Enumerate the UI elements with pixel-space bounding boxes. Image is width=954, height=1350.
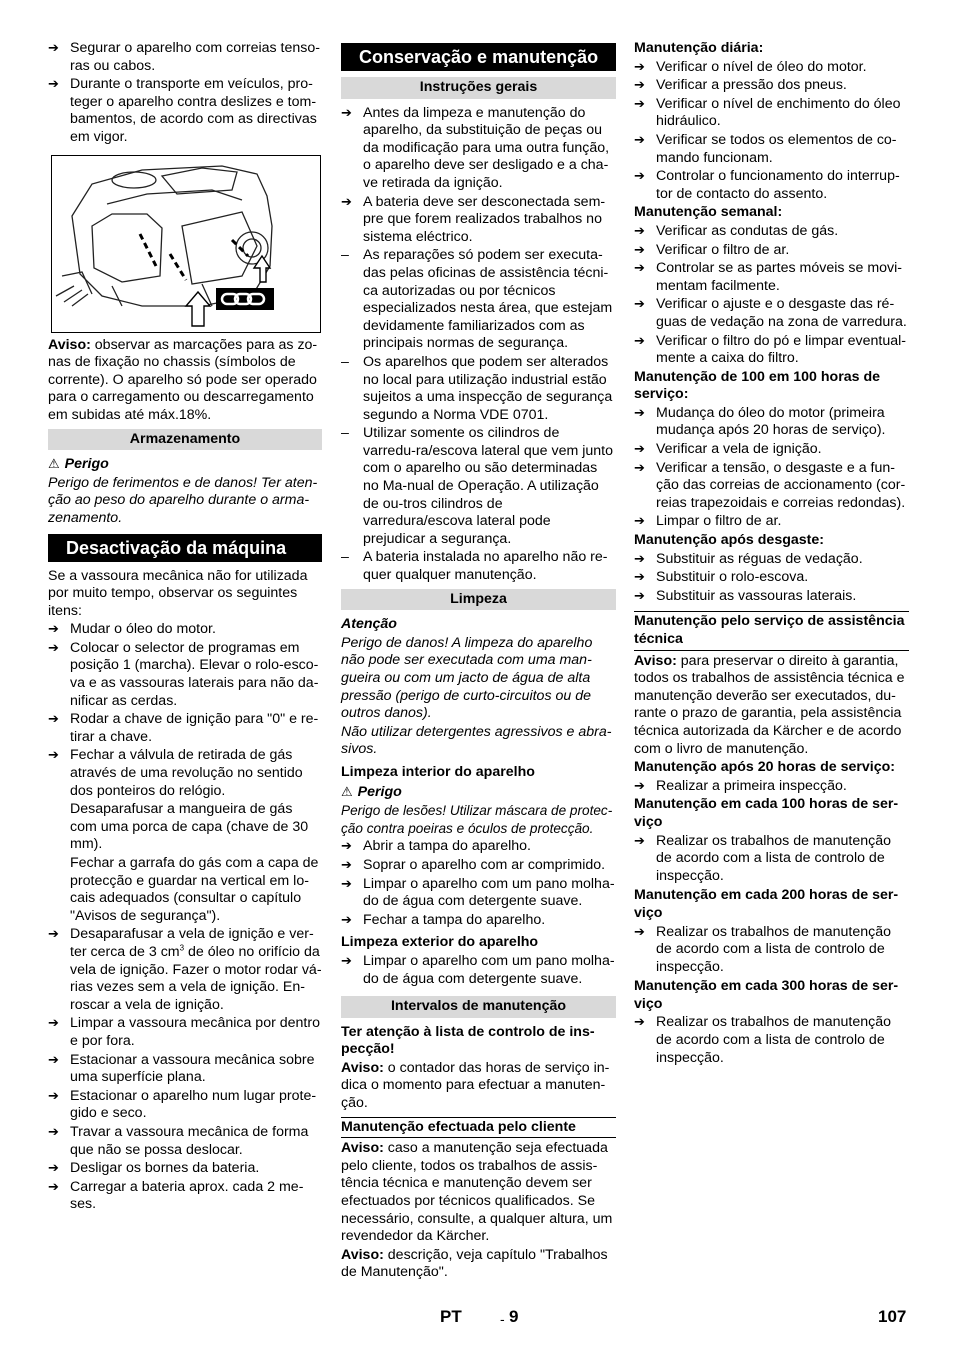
list-item: – As reparações só podem ser executa-das pelas oficinas de assistência técni-ca autorizadas ou por técnicos especializados nesta área, que estejam devidamente familiarizados com as principais normas de segurança. [341,247,616,353]
wear-list [634,551,909,606]
list-item: ➔ Limpar a vassoura mecânica por dentro e por fora. [48,1015,322,1050]
list-item: ➔ Fechar a tampa do aparelho. [341,912,616,930]
list-item: ➔ Abrir a tampa do aparelho. [341,838,616,856]
sweeper-illustration [52,156,320,332]
machine-figure [51,155,321,333]
storage-danger-text: Perigo de ferimentos e de danos! Ter aten-ção ao peso do aparelho durante o arma-zenamento. [48,474,318,526]
footer-dash: - [500,1311,505,1327]
general-instructions-list [341,105,616,247]
every100-heading: Manutenção em cada 100 horas de ser-viço [634,796,899,830]
checklist-note: Aviso: o contador das horas de serviço in-dica o momento para efectuar a manuten-ção. [341,1059,610,1112]
every100-item: ➔ Realizar os trabalhos de manutenção de acordo com a lista de controlo de inspecção. [634,833,909,886]
list-item: – Utilizar somente os cilindros de varredu-ra/escova lateral que vem junto com o aparelho ou são determinadas no Ma-nual de Operação. A utilização de ou-tros cilindros de varredura/escova lateral pode prejudicar a segurança. [341,425,616,548]
storage-heading: Armazenamento [48,429,322,451]
list-item: ➔ Verificar o filtro do pó e limpar eventual-mente a caixa do filtro. [634,333,909,368]
inner-danger-text: Perigo de lesões! Utilizar máscara de protec-ção contra poeiras e óculos de protecção. [341,803,613,836]
inner-cleaning-list [341,838,616,929]
every300-heading: Manutenção em cada 300 horas de ser-viço [634,978,899,1012]
footer-local-page: 9 [509,1307,519,1326]
list-item: ➔ Verificar a tensão, o desgaste e a fun-ção das correias de accionamento (cor-reias trapezoidais e correias redondas). [634,460,909,513]
list-item-continuation: Fechar a garrafa do gás com a capa de protecção e guardar na vertical em lo-cais adequados (consultar o capítulo "Avisos de segurança"). [70,855,319,924]
list-item: ➔ Carregar a bateria aprox. cada 2 me-ses. [48,1179,322,1214]
list-item: ➔ Verificar o filtro de ar. [634,242,909,260]
weekly-heading: Manutenção semanal: [634,204,783,221]
outer-cleaning-heading: Limpeza exterior do aparelho [341,934,539,951]
column-right [634,40,909,1068]
list-item: ➔ Verificar o nível de enchimento do óleo hidráulico. [634,96,909,131]
list-item: ➔ Fechar a válvula de retirada de gás através de uma revolução no sentido dos ponteiros do relógio. [48,747,322,800]
intervals-heading: Intervalos de manutenção [341,996,616,1018]
list-item: ➔ Rodar a chave de ignição para "0" e re-tirar a chave. [48,711,322,746]
maintenance-heading: Conservação e manutenção [341,43,616,71]
every200-item: ➔ Realizar os trabalhos de manutenção de acordo com a lista de controlo de inspecção. [634,924,909,977]
list-item: ➔ A bateria deve ser desconectada sem-pre que forem realizados trabalhos no sistema eléctrico. [341,194,616,247]
general-instructions-dashes [341,247,616,584]
checklist-heading: Ter atenção à lista de controlo de ins-pecção! [341,1023,595,1058]
spark-plug-item: ➔ Desaparafusar a vela de ignição e ver-ter cerca de 3 $cm^3$ de óleo no orifício da vela de ignição. Fazer o motor rodar vá-rias vezes sem a vela de ignição. En-roscar a vela de ignição. [48,926,322,1014]
list-item: ➔ Segurar o aparelho com correias tenso-ras ou cabos. [48,40,322,75]
list-item: ➔ Substituir o rolo-escova. [634,569,909,587]
column-left [48,40,322,1215]
list-item: ➔ Realizar a primeira inspecção. [634,778,909,796]
list-item: ➔ Estacionar a vassoura mecânica sobre uma superfície plana. [48,1052,322,1087]
attention-heading: Atenção [341,616,397,633]
list-item: ➔ Controlar o funcionamento do interrup-tor de contacto do assento. [634,168,909,203]
list-item: ➔ Mudar o óleo do motor. [48,621,322,639]
list-item-continuation: Desaparafusar a mangueira de gás com uma porca de capa (chave de 30 mm). [70,801,309,853]
list-item: ➔ Soprar o aparelho com ar comprimido. [341,857,616,875]
every300-item: ➔ Realizar os trabalhos de manutenção de acordo com a lista de controlo de inspecção. [634,1014,909,1067]
list-item: ➔ Limpar o aparelho com um pano molha-do de água com detergente suave. [341,953,616,988]
list-item: ➔ Substituir as vassouras laterais. [634,588,909,606]
list-item: ➔ Substituir as réguas de vedação. [634,551,909,569]
customer-note: Aviso: caso a manutenção seja efectuada pelo cliente, todos os trabalhos de assis-tência técnica e manutenção devem ser efectuados por técnicos qualificados. Se necessário, consulte, a qualquer altura, um revendedor da Kärcher. [341,1140,613,1245]
deactivation-heading: Desactivação da máquina [48,534,322,562]
attention-text: Perigo de danos! A limpeza do aparelho não pode ser executada com uma man-gueira ou com um jacto de água de alta pressão (perigo de curto-circuitos ou de outros danos). [341,634,593,722]
list-item: ➔ Antes da limpeza e manutenção do aparelho, da substituição de peças ou da modificação para uma outra função, o aparelho deve ser desligado e a cha-ve retirada da ignição. [341,105,616,193]
fixation-note: Aviso: observar as marcações para as zo-nas de fixação no chassis (símbolos de corrente). O aparelho só pode ser operado para o carregamento ou descarregamento em subidas até máx.18%. [48,336,318,423]
customer-note-2: Aviso: descrição, veja capítulo "Trabalhos de Manutenção". [341,1246,608,1281]
outer-cleaning-list [341,953,616,988]
list-item: – Os aparelhos que podem ser alterados no local para utilização industrial estão sujeitos a uma inspecção de segurança segundo a Norma VDE 0701. [341,354,616,424]
warning-triangle-icon: ⚠ [48,457,60,473]
list-item: ➔ Durante o transporte em veículos, pro-teger o aparelho contra deslizes e tom-bamentos, de acordo com as directivas em vigor. [48,76,322,146]
list-item: ➔ Verificar a pressão dos pneus. [634,77,909,95]
footer-page-number: 107 [878,1307,907,1326]
list-item: ➔ Mudança do óleo do motor (primeira mudança após 20 horas de serviço). [634,405,909,440]
list-item: ➔ Verificar o ajuste e o desgaste das ré-guas de vedação na zona de varredura. [634,296,909,331]
after20-list [634,778,909,796]
service-heading: Manutenção pelo serviço de assistência técnica [634,611,909,650]
after20-heading: Manutenção após 20 horas de serviço: [634,759,895,776]
service-note: Aviso: para preservar o direito à garantia, todos os trabalhos de assistência técnica e manutenção deverão ser executados, du-rante o prazo de garantia, pela assistência técnica autorizada da Kärcher e de acordo com o livro de manutenção. [634,652,905,757]
list-item: ➔ Verificar o nível de óleo do motor. [634,59,909,77]
deactivation-list [48,621,322,800]
list-item: – A bateria instalada no aparelho não re-quer qualquer manutenção. [341,549,616,584]
wear-heading: Manutenção após desgaste: [634,532,825,549]
list-item: ➔ Limpar o filtro de ar. [634,513,909,531]
general-instructions-heading: Instruções gerais [341,77,616,99]
list-item: ➔ Travar a vassoura mecânica de forma que não se possa deslocar. [48,1124,322,1159]
inner-cleaning-heading: Limpeza interior do aparelho [341,763,535,780]
column-middle [341,40,616,1283]
footer-language: PT [440,1307,462,1326]
every200-heading: Manutenção em cada 200 horas de ser-viço [634,887,899,921]
list-item: ➔ Verificar a vela de ignição. [634,441,909,459]
attention-text-2: Não utilizar detergentes agressivos e abra-sivos. [341,723,612,758]
h100-list [634,405,909,531]
list-item: ➔ Colocar o selector de programas em posição 1 (marcha). Elevar o rolo-esco-va e as vassouras laterais para não da-nificar as cerdas. [48,640,322,710]
list-item: ➔ Verificar se todos os elementos de co-mando funcionam. [634,132,909,167]
h100-heading: Manutenção de 100 em 100 horas de serviço: [634,368,881,403]
danger-heading: ⚠ Perigo [48,456,109,473]
list-item: ➔ Desligar os bornes da bateria. [48,1160,322,1178]
daily-heading: Manutenção diária: [634,40,764,56]
transport-list [48,40,322,147]
weekly-list [634,223,909,368]
list-item: ➔ Limpar o aparelho com um pano molha-do de água com detergente suave. [341,876,616,911]
list-item: ➔ Controlar se as partes móveis se movi-mentam facilmente. [634,260,909,295]
danger-heading-2: ⚠ Perigo [341,783,402,800]
cleaning-heading: Limpeza [341,589,616,611]
deactivation-intro: Se a vassoura mecânica não for utilizada por muito tempo, observar os seguintes itens: [48,567,308,619]
deactivation-list-2 [48,1015,322,1214]
list-item: ➔ Estacionar o aparelho num lugar prote-gido e seco. [48,1088,322,1123]
daily-list [634,59,909,204]
list-item: ➔ Verificar as condutas de gás. [634,223,909,241]
deactivation-continued [48,801,322,925]
customer-maintenance-heading: Manutenção efectuada pelo cliente [341,1117,616,1139]
warning-triangle-icon: ⚠ [341,784,353,800]
